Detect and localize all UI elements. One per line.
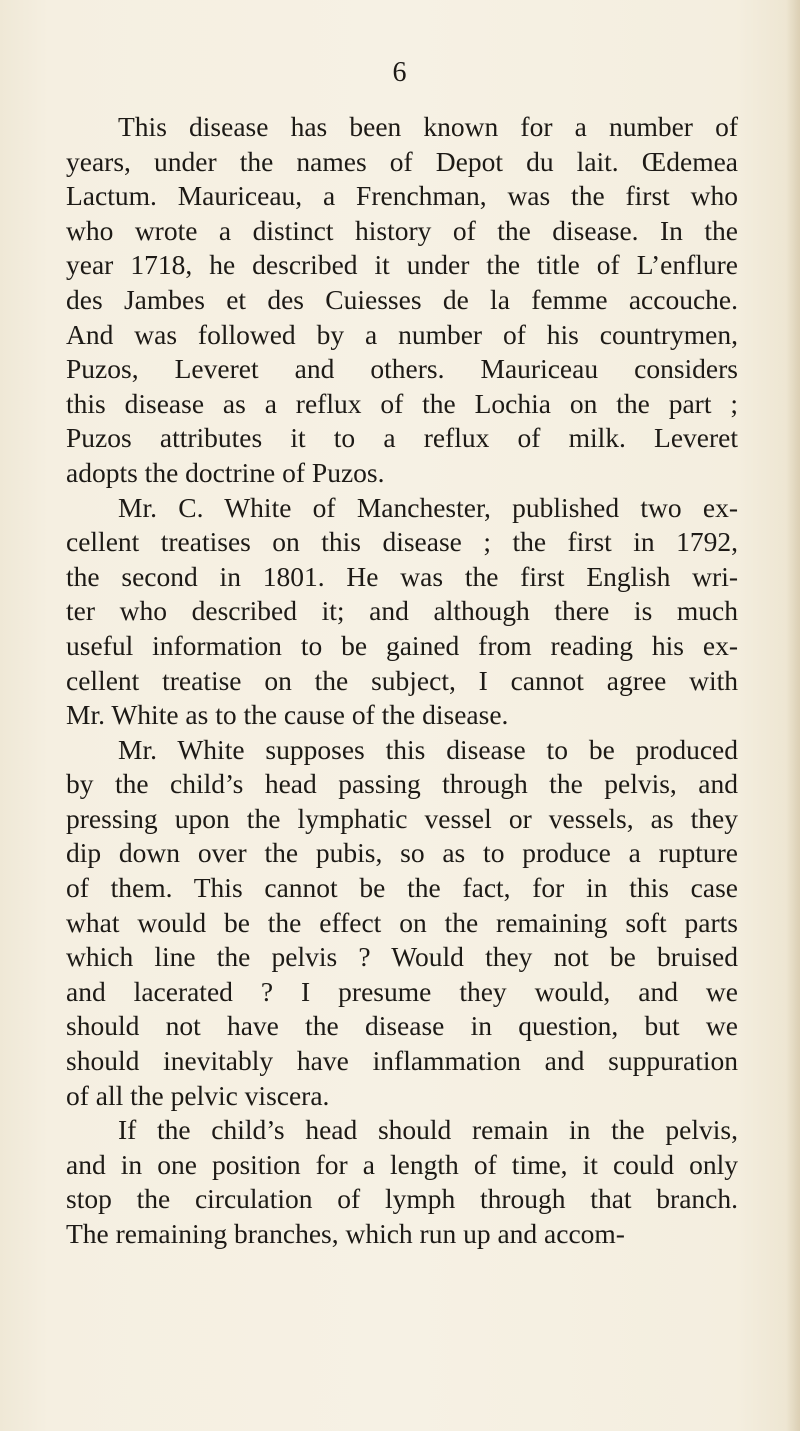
text-line: cellent treatises on this disease ; the first in 1792, [66, 526, 738, 558]
text-line: des Jambes et des Cuiesses de la femme accouche. [66, 283, 738, 315]
text-line: useful information to be gained from reading his ex- [66, 629, 738, 661]
body-text [66, 110, 738, 1252]
text-line: dip down over the pubis, so as to produce a rupture [66, 837, 738, 869]
text-line: pressing upon the lymphatic vessel or vessels, as they [66, 802, 738, 834]
text-line: who wrote a distinct history of the disease. In the [66, 214, 738, 246]
text-line: of all the pelvic viscera. [66, 1079, 330, 1111]
text-line: which line the pelvis ? Would they not be bruised [66, 941, 738, 973]
text-line: by the child’s head passing through the pelvis, and [66, 768, 738, 800]
text-line: Puzos, Leveret and others. Mauriceau considers [66, 353, 738, 385]
text-line: This disease has been known for a number of [118, 111, 738, 142]
text-line: Mr. C. White of Manchester, published two ex- [118, 491, 738, 523]
text-line: what would be the effect on the remaining soft parts [66, 906, 738, 938]
text-line: this disease as a reflux of the Lochia on the part ; [66, 387, 738, 419]
text-line: and lacerated ? I presume they would, and we [66, 975, 738, 1007]
page-number: 6 [392, 57, 408, 88]
text-line: Puzos attributes it to a reflux of milk. Leveret [66, 422, 738, 454]
text-line: And was followed by a number of his countrymen, [66, 318, 738, 350]
page-edge-shadow [786, 0, 800, 1431]
text-line: Lactum. Mauriceau, a Frenchman, was the first who [66, 180, 738, 212]
text-line: If the child’s head should remain in the pelvis, [118, 1114, 738, 1146]
text-line: should not have the disease in question, but we [66, 1010, 738, 1042]
text-line: and in one position for a length of time, it could only [66, 1148, 738, 1180]
text-line: of them. This cannot be the fact, for in this case [66, 872, 738, 904]
text-line: years, under the names of Depot du lait. Œdemea [66, 145, 738, 177]
text-line: should inevitably have inflammation and suppuration [66, 1045, 738, 1077]
text-line: year 1718, he described it under the title of L’enflure [66, 249, 738, 281]
text-line: The remaining branches, which run up and accom- [66, 1218, 625, 1249]
text-line: ter who described it; and although there is much [66, 595, 738, 627]
text-line: Mr. White supposes this disease to be produced [118, 733, 738, 765]
text-line: stop the circulation of lymph through that branch. [66, 1183, 738, 1215]
text-line: cellent treatise on the subject, I cannot agree with [66, 664, 738, 696]
text-line: adopts the doctrine of Puzos. [66, 456, 385, 488]
text-line: Mr. White as to the cause of the disease. [66, 699, 509, 731]
text-line: the second in 1801. He was the first English wri- [66, 560, 738, 592]
